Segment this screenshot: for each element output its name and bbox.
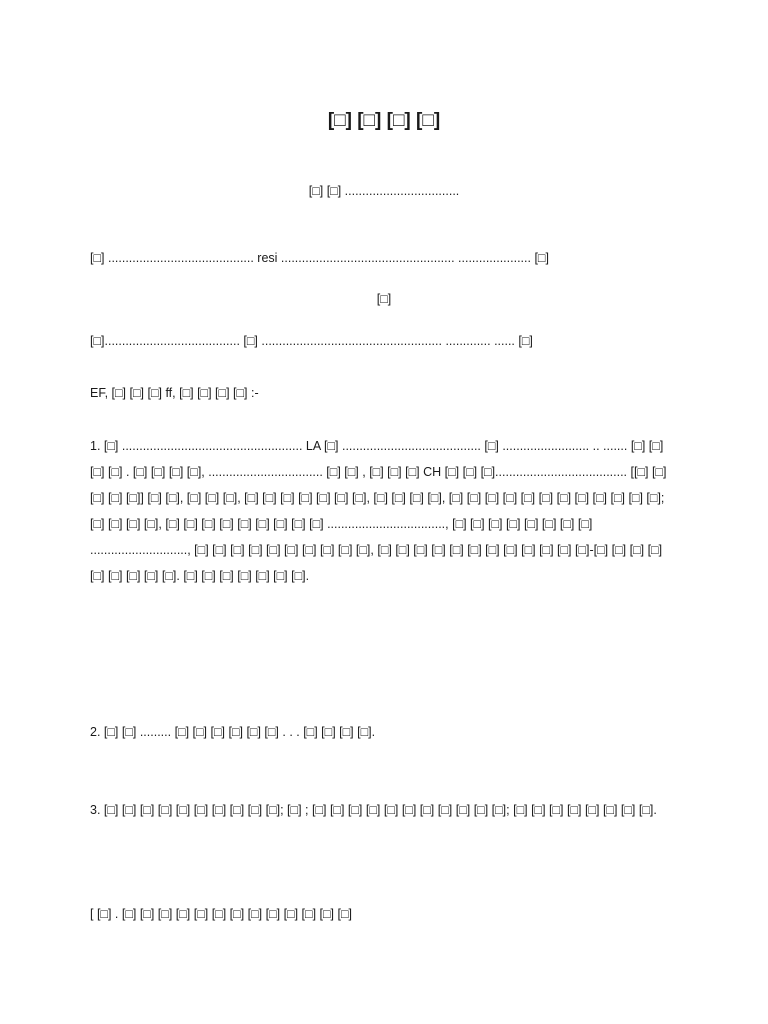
versus-label: [□] (376, 292, 392, 306)
paragraph-1 (90, 433, 680, 589)
paragraph-4-text: [ [□] . [□] [□] [□] [□] [□] [□] [□] [□] [□] [□] [□] [□] [□] (90, 907, 352, 921)
respondent-line: [□]....................................... [□] .................................................... ............. ...... [□] (90, 334, 533, 348)
paragraph-2 (90, 719, 680, 745)
paragraph-4 (90, 901, 680, 927)
paragraph-3-text: 3. [□] [□] [□] [□] [□] [□] [□] [□] [□] [□]; [□] ; [□] [□] [□] [□] [□] [□] [□] [□] [□] [□] [□]; [□] [□] [□] [□] [□] [□] [□] [□]. (90, 803, 657, 817)
intro-line: EF, [□] [□] [□] ff, [□] [□] [□] [□] :- (90, 386, 259, 400)
petitioner-line: [□] .......................................... resi .................................................. ..................... [□] (90, 251, 549, 265)
paragraph-2-text: 2. [□] [□] ......... [□] [□] [□] [□] [□] [□] . . . [□] [□] [□] [□]. (90, 725, 376, 739)
paragraph-3 (90, 797, 680, 823)
document-title: [□] [□] [□] [□] (327, 110, 441, 131)
addressee-line: [□] [□] ................................. (308, 184, 460, 198)
paragraph-1-text: 1. [□] .................................................... LA [□] ........................................ [□] ......................... .. ....... [□] [□] [□] [□] . [□] [□] [□] [□], ................................. [□] [□] , [□] [□] [□] CH [□] [□] [□]...................................... [[□] [□] [□] [□] [□]] [□] [□], [□] [□] [□], [□] [□] [□] [□] [□] [□] [□], [□] [□] [□] [□], [□] [□] [□] [□] [□] [□] [□] [□] [□] [□] [□] [□]; [□] [□] [□] [□], [□] [□] [□] [□] [□] [□] [□] [□] [□] .................................., [□] [□] [□] [□] [□] [□] [□] [□] ............................, [□] [□] [□] [□] [□] [□] [□] [□] [□] [□], [□] [□] [□] [□] [□] [□] [□] [□] [□] [□] [□] [□]-[□] [□] [□] [□] [□] [□] [□] [□] [□]. [□] [□] [□] [□] [□] [□] [□]. (90, 439, 667, 583)
